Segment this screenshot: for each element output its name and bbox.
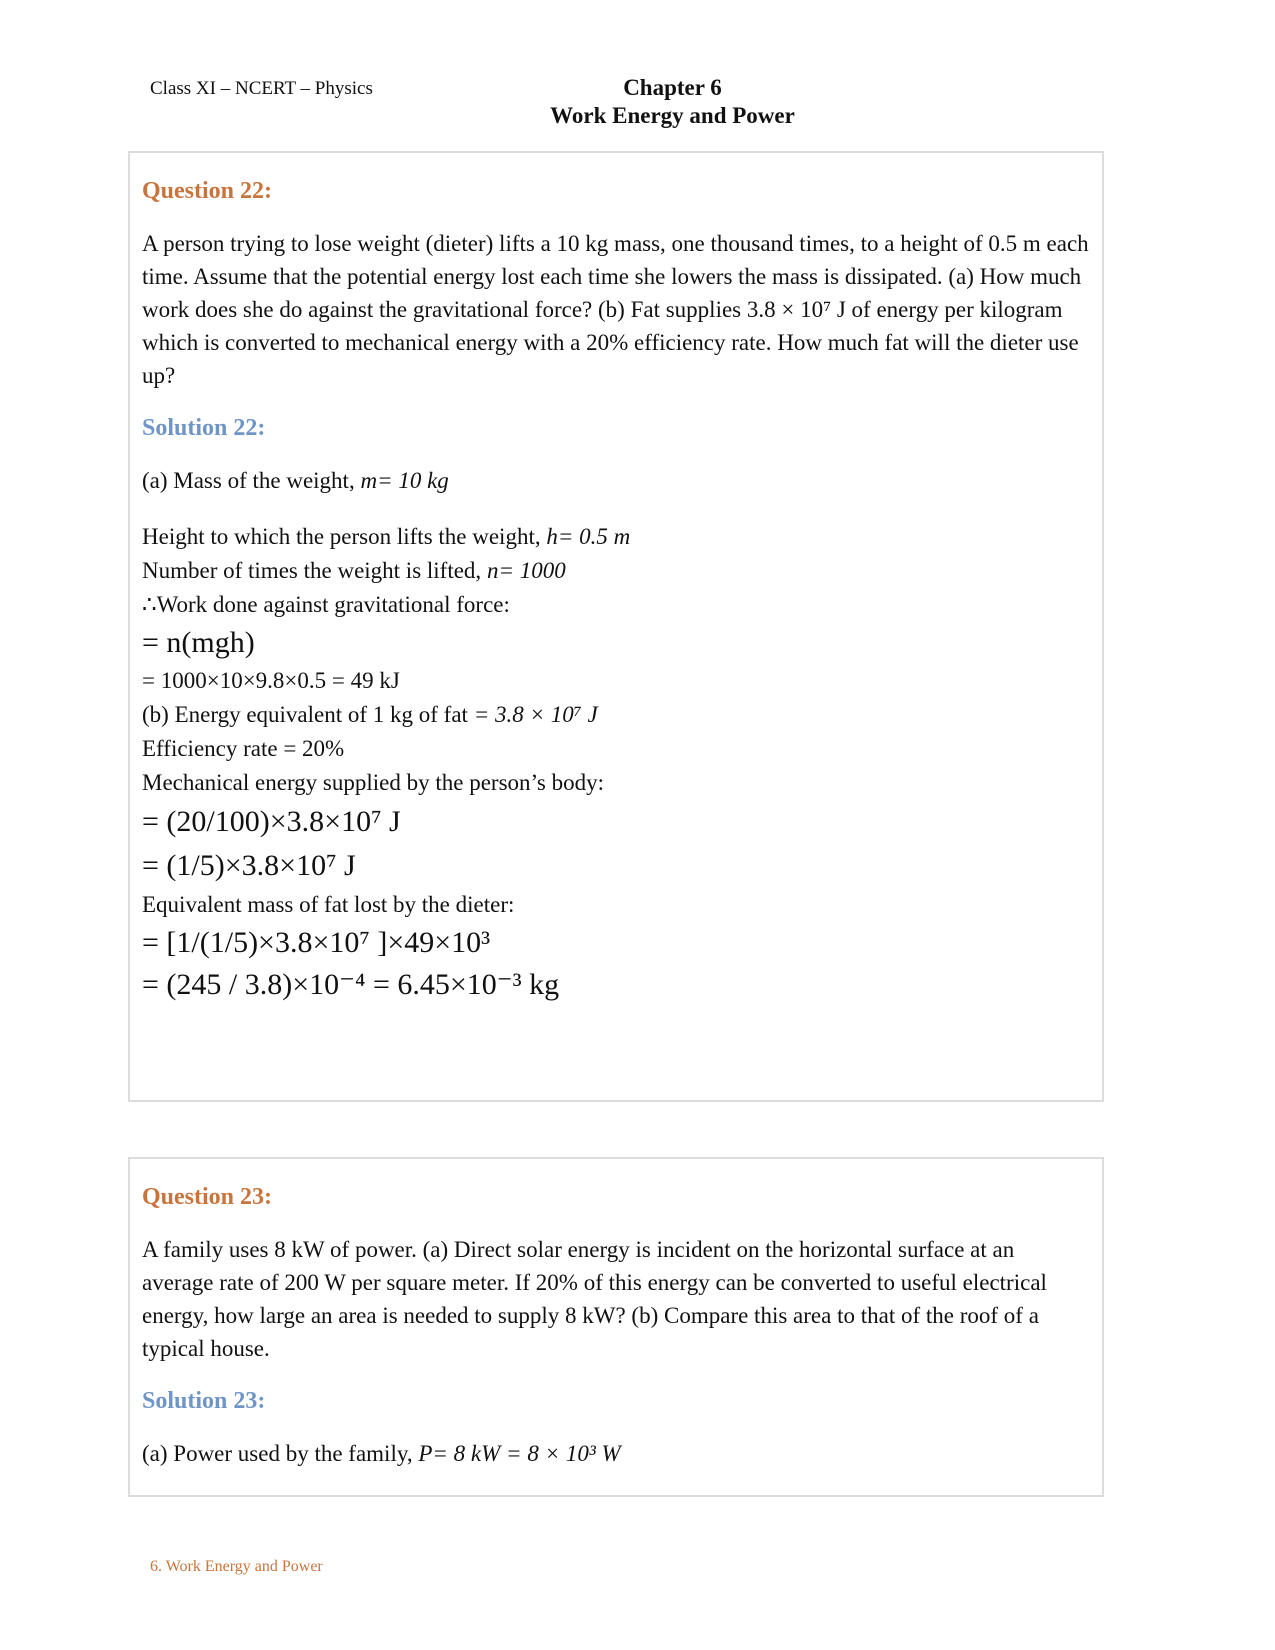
solution-22-line: ∴Work done against gravitational force: — [142, 592, 510, 617]
solution-22-line — [142, 520, 1090, 554]
efficiency-label: Efficiency rate — [142, 736, 278, 761]
page-footer: 6. Work Energy and Power — [150, 1558, 323, 1575]
solution-22-heading: Solution 22: — [142, 415, 266, 441]
solution-23-line — [142, 1437, 1090, 1471]
times-value: n= 1000 — [486, 558, 566, 583]
fat-energy-label: (b) Energy equivalent of 1 kg of fat — [142, 702, 468, 727]
mass-label: (a) Mass of the weight, — [142, 468, 355, 493]
solution-22-line — [142, 698, 1090, 732]
mechanical-energy-step-1: = (20/100)×3.8×10⁷ J — [142, 805, 401, 838]
solution-22-line — [142, 464, 1090, 498]
question-22-text: A person trying to lose weight (dieter) lifts a 10 kg mass, one thousand times, to a height of 0.5 m each time. Assume that the potential energy lost each time she lowers the mass is dissipated. (a) How much work does she do against the gravitational force? (b) Fat supplies 3.8 × 10⁷ J of energy per kilogram which is converted to mechanical energy with a 20% efficiency rate. How much fat will the dieter use up? — [142, 231, 1089, 388]
fat-mass-result: = (245 / 3.8)×10⁻⁴ = 6.45×10⁻³ kg — [142, 968, 560, 1001]
solution-22-line: Equivalent mass of fat lost by the dieter: — [142, 892, 515, 917]
formula-work: = n(mgh) — [142, 626, 255, 659]
power-value: P= 8 kW = 8 × 10³ W — [418, 1441, 621, 1466]
height-value: h= 0.5 m — [546, 524, 631, 549]
mechanical-energy-step-2: = (1/5)×3.8×10⁷ J — [142, 849, 356, 882]
chapter-title: Work Energy and Power — [550, 103, 795, 128]
solution-22-line — [142, 732, 1090, 766]
times-label: Number of times the weight is lifted, — [142, 558, 482, 583]
header-course: Class XI – NCERT – Physics — [150, 78, 373, 99]
height-label: Height to which the person lifts the weight, — [142, 524, 541, 549]
solution-23-heading: Solution 23: — [142, 1388, 266, 1414]
mass-value: m= 10 kg — [360, 468, 449, 493]
header-chapter — [500, 74, 845, 130]
question-23-box — [128, 1157, 1104, 1497]
question-23-text: A family uses 8 kW of power. (a) Direct solar energy is incident on the horizontal surface at an average rate of 200 W per square meter. If 20% of this energy can be converted to useful electrical energy, how large an area is needed to supply 8 kW? (b) Compare this area to that of the roof of a typical house. — [142, 1237, 1047, 1361]
solution-22-line: Mechanical energy supplied by the person’s body: — [142, 770, 605, 795]
power-label: (a) Power used by the family, — [142, 1441, 413, 1466]
question-22-heading: Question 22: — [142, 178, 273, 204]
fat-energy-value: = 3.8 × 10⁷ J — [473, 702, 598, 727]
efficiency-value: = 20% — [283, 736, 345, 761]
question-22-box — [128, 151, 1104, 1102]
fat-mass-step-1: = [1/(1/5)×3.8×10⁷ ]×49×10³ — [142, 926, 491, 959]
chapter-number: Chapter 6 — [623, 75, 722, 100]
work-calculation: = 1000×10×9.8×0.5 = 49 kJ — [142, 668, 400, 693]
question-23-heading: Question 23: — [142, 1184, 273, 1210]
solution-22-line — [142, 554, 1090, 588]
